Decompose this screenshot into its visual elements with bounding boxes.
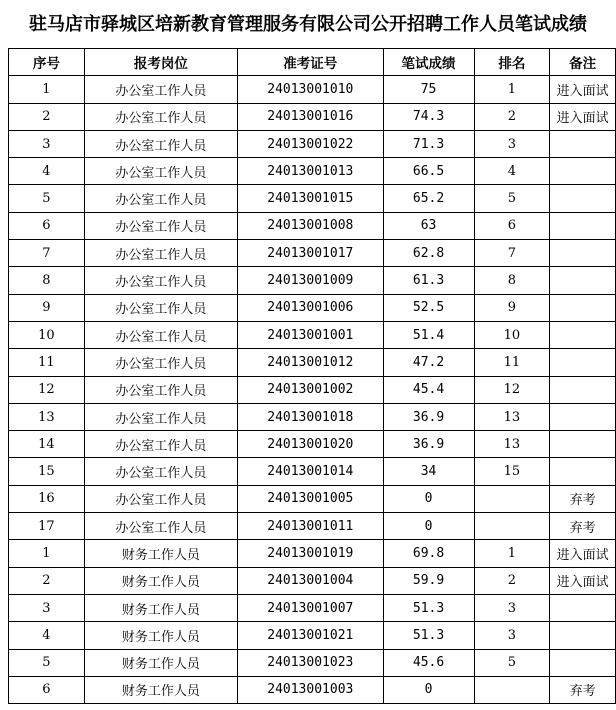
cell-remark <box>550 431 616 458</box>
cell-remark <box>550 594 616 621</box>
cell-position: 办公室工作人员 <box>84 376 237 403</box>
cell-position: 办公室工作人员 <box>84 513 237 540</box>
cell-rank: 13 <box>474 431 550 458</box>
cell-rank: 3 <box>474 622 550 649</box>
cell-score: 51.4 <box>383 321 474 348</box>
cell-rank: 1 <box>474 540 550 567</box>
cell-rank: 4 <box>474 158 550 185</box>
cell-score: 36.9 <box>383 403 474 430</box>
cell-exam-id: 24013001023 <box>238 649 383 676</box>
cell-remark <box>550 649 616 676</box>
cell-score: 63 <box>383 212 474 239</box>
cell-seq: 6 <box>9 212 85 239</box>
cell-score: 61.3 <box>383 267 474 294</box>
cell-rank: 3 <box>474 594 550 621</box>
table-row <box>9 212 616 239</box>
cell-remark: 进入面试 <box>550 103 616 130</box>
table-row <box>9 431 616 458</box>
cell-rank: 2 <box>474 103 550 130</box>
cell-score: 71.3 <box>383 130 474 157</box>
cell-score: 65.2 <box>383 185 474 212</box>
cell-exam-id: 24013001011 <box>238 513 383 540</box>
cell-score: 52.5 <box>383 294 474 321</box>
cell-seq: 5 <box>9 649 85 676</box>
header-remark: 备注 <box>550 49 616 76</box>
cell-remark: 进入面试 <box>550 540 616 567</box>
header-row <box>9 49 616 76</box>
cell-score: 62.8 <box>383 240 474 267</box>
cell-seq: 11 <box>9 349 85 376</box>
cell-seq: 17 <box>9 513 85 540</box>
cell-score: 51.3 <box>383 622 474 649</box>
cell-position: 办公室工作人员 <box>84 431 237 458</box>
cell-position: 办公室工作人员 <box>84 212 237 239</box>
cell-exam-id: 24013001022 <box>238 130 383 157</box>
cell-position: 办公室工作人员 <box>84 76 237 103</box>
table-row <box>9 267 616 294</box>
cell-position: 财务工作人员 <box>84 622 237 649</box>
cell-exam-id: 24013001016 <box>238 103 383 130</box>
cell-rank: 8 <box>474 267 550 294</box>
cell-score: 51.3 <box>383 594 474 621</box>
cell-position: 办公室工作人员 <box>84 267 237 294</box>
cell-seq: 14 <box>9 431 85 458</box>
cell-rank: 2 <box>474 567 550 594</box>
cell-score: 0 <box>383 513 474 540</box>
cell-exam-id: 24013001006 <box>238 294 383 321</box>
table-row <box>9 76 616 103</box>
table-row <box>9 458 616 485</box>
cell-score: 75 <box>383 76 474 103</box>
cell-score: 45.4 <box>383 376 474 403</box>
cell-remark: 弃考 <box>550 485 616 512</box>
cell-remark <box>550 321 616 348</box>
cell-exam-id: 24013001015 <box>238 185 383 212</box>
table-row <box>9 349 616 376</box>
table-row <box>9 649 616 676</box>
cell-exam-id: 24013001001 <box>238 321 383 348</box>
cell-position: 办公室工作人员 <box>84 349 237 376</box>
cell-remark <box>550 185 616 212</box>
cell-remark <box>550 212 616 239</box>
cell-rank: 6 <box>474 212 550 239</box>
cell-seq: 7 <box>9 240 85 267</box>
cell-seq: 12 <box>9 376 85 403</box>
cell-rank: 7 <box>474 240 550 267</box>
table-row <box>9 622 616 649</box>
cell-score: 45.6 <box>383 649 474 676</box>
cell-seq: 5 <box>9 185 85 212</box>
cell-exam-id: 24013001007 <box>238 594 383 621</box>
table-row <box>9 103 616 130</box>
cell-position: 财务工作人员 <box>84 540 237 567</box>
cell-score: 36.9 <box>383 431 474 458</box>
header-exam-id: 准考证号 <box>238 49 383 76</box>
cell-remark <box>550 376 616 403</box>
table-row <box>9 158 616 185</box>
header-score: 笔试成绩 <box>383 49 474 76</box>
cell-rank <box>474 485 550 512</box>
cell-remark <box>550 458 616 485</box>
cell-remark: 进入面试 <box>550 567 616 594</box>
cell-rank: 3 <box>474 130 550 157</box>
cell-exam-id: 24013001018 <box>238 403 383 430</box>
cell-position: 财务工作人员 <box>84 649 237 676</box>
cell-score: 0 <box>383 676 474 703</box>
cell-exam-id: 24013001020 <box>238 431 383 458</box>
table-row <box>9 485 616 512</box>
cell-exam-id: 24013001014 <box>238 458 383 485</box>
cell-seq: 1 <box>9 540 85 567</box>
cell-rank: 9 <box>474 294 550 321</box>
cell-seq: 4 <box>9 158 85 185</box>
cell-remark <box>550 622 616 649</box>
cell-position: 财务工作人员 <box>84 567 237 594</box>
cell-seq: 3 <box>9 130 85 157</box>
table-row <box>9 376 616 403</box>
cell-score: 0 <box>383 485 474 512</box>
table-row <box>9 513 616 540</box>
cell-seq: 4 <box>9 622 85 649</box>
cell-remark: 进入面试 <box>550 76 616 103</box>
cell-remark <box>550 130 616 157</box>
cell-exam-id: 24013001008 <box>238 212 383 239</box>
page-title: 驻马店市驿城区培新教育管理服务有限公司公开招聘工作人员笔试成绩 <box>29 14 587 35</box>
cell-seq: 10 <box>9 321 85 348</box>
cell-seq: 1 <box>9 76 85 103</box>
cell-score: 66.5 <box>383 158 474 185</box>
cell-rank <box>474 513 550 540</box>
cell-seq: 2 <box>9 103 85 130</box>
table-row <box>9 240 616 267</box>
cell-position: 办公室工作人员 <box>84 103 237 130</box>
cell-seq: 9 <box>9 294 85 321</box>
cell-exam-id: 24013001017 <box>238 240 383 267</box>
header-seq: 序号 <box>9 49 85 76</box>
cell-position: 财务工作人员 <box>84 676 237 703</box>
table-row <box>9 130 616 157</box>
cell-exam-id: 24013001009 <box>238 267 383 294</box>
table-row <box>9 540 616 567</box>
table-row <box>9 567 616 594</box>
cell-rank: 13 <box>474 403 550 430</box>
cell-remark <box>550 267 616 294</box>
cell-exam-id: 24013001010 <box>238 76 383 103</box>
cell-exam-id: 24013001005 <box>238 485 383 512</box>
cell-exam-id: 24013001021 <box>238 622 383 649</box>
cell-score: 74.3 <box>383 103 474 130</box>
cell-score: 59.9 <box>383 567 474 594</box>
cell-seq: 3 <box>9 594 85 621</box>
cell-remark: 弃考 <box>550 676 616 703</box>
table-row <box>9 676 616 703</box>
cell-remark <box>550 158 616 185</box>
cell-rank: 11 <box>474 349 550 376</box>
header-rank: 排名 <box>474 49 550 76</box>
cell-rank: 15 <box>474 458 550 485</box>
cell-position: 办公室工作人员 <box>84 240 237 267</box>
table-row <box>9 594 616 621</box>
cell-position: 办公室工作人员 <box>84 294 237 321</box>
cell-exam-id: 24013001012 <box>238 349 383 376</box>
table-row <box>9 321 616 348</box>
cell-score: 34 <box>383 458 474 485</box>
cell-exam-id: 24013001013 <box>238 158 383 185</box>
cell-exam-id: 24013001004 <box>238 567 383 594</box>
cell-remark <box>550 349 616 376</box>
cell-exam-id: 24013001003 <box>238 676 383 703</box>
cell-score: 69.8 <box>383 540 474 567</box>
cell-seq: 6 <box>9 676 85 703</box>
cell-rank: 10 <box>474 321 550 348</box>
cell-rank: 12 <box>474 376 550 403</box>
cell-remark <box>550 294 616 321</box>
cell-position: 办公室工作人员 <box>84 485 237 512</box>
table-row <box>9 403 616 430</box>
cell-position: 办公室工作人员 <box>84 403 237 430</box>
cell-exam-id: 24013001002 <box>238 376 383 403</box>
cell-remark <box>550 240 616 267</box>
cell-position: 办公室工作人员 <box>84 458 237 485</box>
cell-seq: 15 <box>9 458 85 485</box>
table-row <box>9 294 616 321</box>
score-table <box>8 48 616 704</box>
cell-seq: 13 <box>9 403 85 430</box>
cell-rank: 5 <box>474 185 550 212</box>
cell-seq: 16 <box>9 485 85 512</box>
cell-position: 财务工作人员 <box>84 594 237 621</box>
cell-seq: 8 <box>9 267 85 294</box>
cell-score: 47.2 <box>383 349 474 376</box>
cell-rank: 5 <box>474 649 550 676</box>
cell-seq: 2 <box>9 567 85 594</box>
header-position: 报考岗位 <box>84 49 237 76</box>
table-row <box>9 185 616 212</box>
cell-position: 办公室工作人员 <box>84 130 237 157</box>
cell-exam-id: 24013001019 <box>238 540 383 567</box>
cell-rank: 1 <box>474 76 550 103</box>
cell-position: 办公室工作人员 <box>84 321 237 348</box>
cell-position: 办公室工作人员 <box>84 185 237 212</box>
cell-remark <box>550 403 616 430</box>
cell-position: 办公室工作人员 <box>84 158 237 185</box>
cell-rank <box>474 676 550 703</box>
cell-remark: 弃考 <box>550 513 616 540</box>
